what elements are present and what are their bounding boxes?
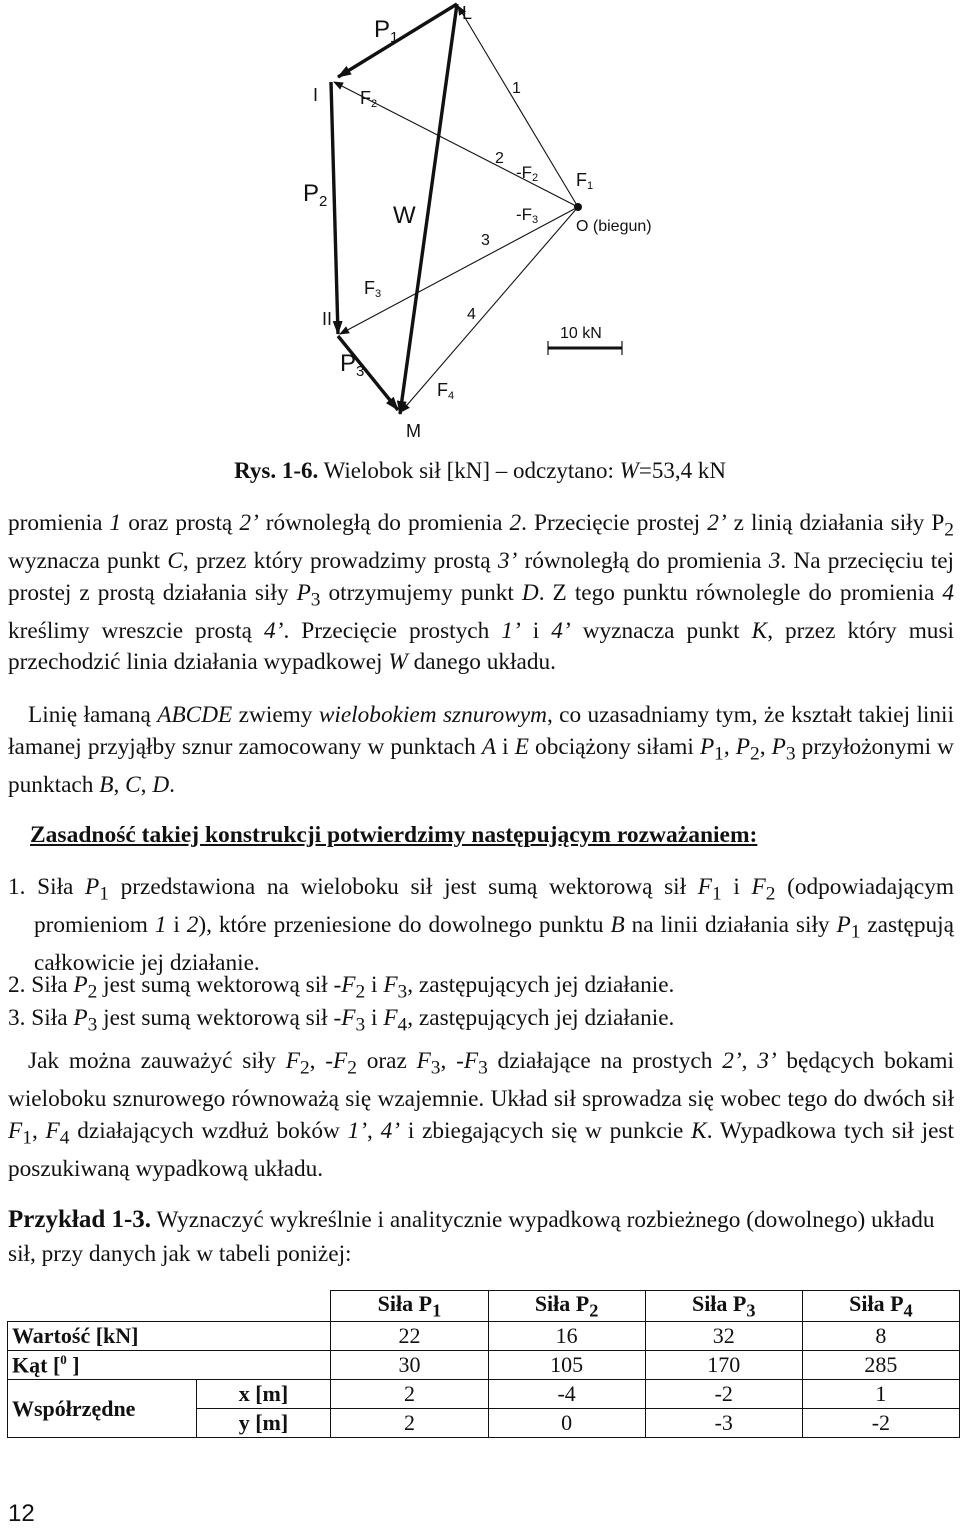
table-cell: 1: [802, 1380, 959, 1409]
example-title: Przykład 1-3.: [8, 1206, 152, 1233]
section-heading: Zasadność takiej konstrukcji potwierdzimy następującym rozważaniem:: [30, 822, 758, 848]
header-P2: Siła $P_2$: [488, 1291, 645, 1322]
table-cell: -4: [488, 1380, 645, 1409]
row-label-x: x [m]: [196, 1380, 331, 1409]
paragraph-construction: promienia 1 oraz prostą 2’ równoległą do promienia 2. Przecięcie prostej 2’ z linią działania siły $P_2$ wyznacza punkt C, przez który prowadzimy prostą 3’ równoległą do promienia 3. Na przecięciu tej prostej z prostą działania siły $P_3$ otrzymujemy punkt D. Z tego punktu równolegle do promienia 4 kreślimy wreszcie prostą 4’. Przecięcie prostych 1’ i 4’ wyznacza punkt K, przez który musi przechodzić linia działania wypadkowej W danego układu.: [8, 510, 955, 676]
label-P1: $P_1$: [374, 16, 399, 46]
table-cell: 0: [488, 1409, 645, 1438]
caption-number: Rys. 1-6.: [234, 458, 319, 483]
label-ray-2: 2: [495, 150, 504, 167]
row-label-y: y [m]: [196, 1409, 331, 1438]
list-item-1: 1. Siła $P_1$ przedstawiona na wieloboku sił jest sumą wektorową sił $F_1$ i $F_2$ (odpowiadającym promieniom 1 i 2), które przeniesione do dowolnego punktu B na linii działania siły $P_1$ zastępują całkowicie jej działanie.: [8, 874, 954, 977]
table-cell: -3: [645, 1409, 802, 1438]
table-corner: [8, 1291, 331, 1322]
pole-point: [574, 203, 582, 211]
row-label-value: Wartość [kN]: [8, 1322, 331, 1351]
table-cell: 285: [802, 1351, 959, 1380]
label-II: II: [322, 309, 333, 329]
table-cell: 170: [645, 1351, 802, 1380]
label-F2: F2: [360, 88, 378, 110]
table-cell: 2: [331, 1409, 488, 1438]
label-minus-F3: -F3: [516, 205, 539, 226]
ray-3: [340, 207, 578, 334]
table-cell: 105: [488, 1351, 645, 1380]
row-label-coords: Współrzędne: [8, 1380, 197, 1438]
header-P3: Siła $P_3$: [645, 1291, 802, 1322]
header-P4: Siła $P_4$: [802, 1291, 959, 1322]
paragraph-conclusion: Jak można zauważyć siły $F_2$, $-F_2$ oraz $F_3$, $-F_3$ działające na prostych 2’, 3’ będących bokami wieloboku sznurowego równoważą się wzajemnie. Układ sił sprowadza się wobec tego do dwóch sił $F_1$, $F_4$ działających wzdłuż boków 1’, 4’ i zbiegających się w punkcie K. Wypadkowa tych sił jest poszukiwaną wypadkową układu.: [8, 1048, 954, 1182]
label-M: M: [406, 421, 421, 441]
label-scale: 10 kN: [560, 325, 602, 342]
figure-caption: [0, 458, 960, 484]
table-header-row: [8, 1291, 960, 1322]
table-cell: -2: [802, 1409, 959, 1438]
page-number: 12: [8, 1500, 35, 1527]
label-F1: F1: [576, 170, 594, 192]
table-row: [8, 1380, 960, 1409]
header-P1: Siła $P_1$: [331, 1291, 488, 1322]
table-cell: 16: [488, 1322, 645, 1351]
label-L: L: [462, 3, 473, 23]
table-cell: 22: [331, 1322, 488, 1351]
label-pole: O (biegun): [576, 218, 652, 235]
table-cell: 32: [645, 1322, 802, 1351]
caption-value: =53,4 kN: [638, 458, 726, 483]
label-F4: F4: [437, 380, 455, 402]
caption-symbol: W: [619, 458, 639, 483]
table-cell: 8: [802, 1322, 959, 1351]
force-polygon-figure: [0, 0, 960, 450]
label-ray-3: 3: [481, 232, 490, 249]
label-I: I: [313, 85, 319, 105]
label-minus-F2: -F2: [516, 163, 539, 184]
label-F3: F3: [364, 278, 382, 300]
table-cell: -2: [645, 1380, 802, 1409]
label-P2: $P_2$: [303, 180, 328, 210]
list-item-2: 2. Siła $P_2$ jest sumą wektorową sił $-F_2$ i $F_3$, zastępujących jej działanie.: [8, 972, 675, 1003]
paragraph-funicular: Linię łamaną ABCDE zwiemy wielobokiem sznurowym, co uzasadniamy tym, że kształt takiej linii łamanej przyjąłby sznur zamocowany w punktach A i E obciążony siłami $P_1$, $P_2$, $P_3$ przyłożonymi w punktach B, C, D.: [8, 702, 954, 798]
example-text: Wyznaczyć wykreślnie i analitycznie wypadkową rozbieżnego (dowolnego) układu sił, przy danych jak w tabeli poniżej:: [8, 1207, 935, 1267]
label-ray-1: 1: [512, 80, 521, 97]
table-row: [8, 1351, 960, 1380]
label-P3: $P_3$: [340, 350, 365, 380]
row-label-angle: Kąt [$^0$ ]: [8, 1351, 331, 1380]
vector-P2: [331, 82, 338, 334]
table-cell: 30: [331, 1351, 488, 1380]
label-W: W: [393, 202, 416, 229]
label-ray-4: 4: [467, 306, 476, 323]
table-row: [8, 1322, 960, 1351]
list-item-3: 3. Siła $P_3$ jest sumą wektorową sił $-F_3$ i $F_4$, zastępujących jej działanie.: [8, 1005, 675, 1036]
forces-table: [7, 1290, 960, 1438]
table-cell: 2: [331, 1380, 488, 1409]
example-paragraph: [8, 1203, 954, 1271]
caption-text: Wielobok sił [kN] – odczytano:: [318, 458, 620, 483]
